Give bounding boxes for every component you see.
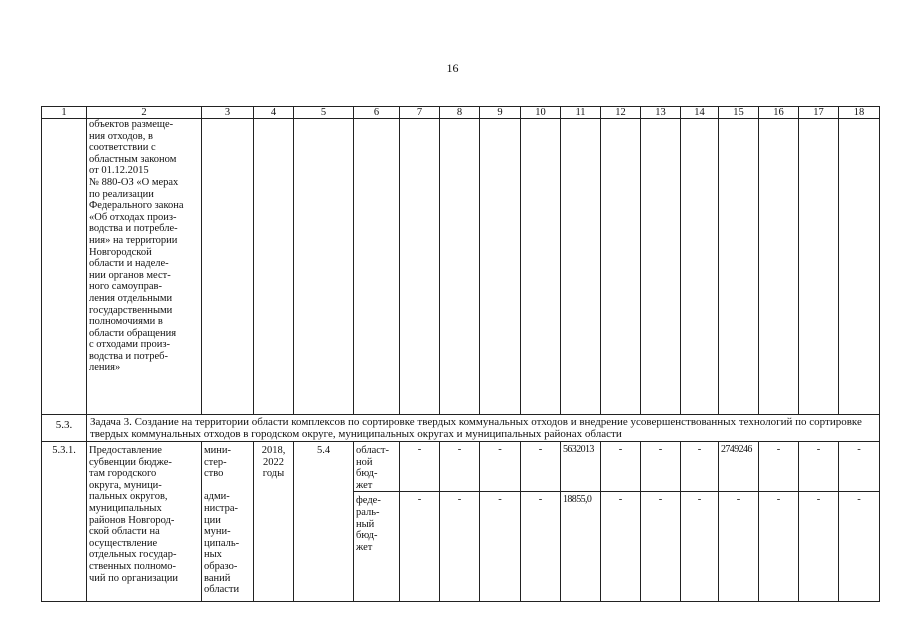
item-number: 5.3.1. [42,442,87,602]
empty-cell [561,119,601,415]
continuation-text: объектов размеще- ния отходов, в соответствии с областным законом от 01.12.2015 № 880-ОЗ «О мерах по реализации Федерального закона «Об отходах произ- водства и потребле- ния» на территории Новгородской области и наделе- нии органов мест- ного самоуправ- ления отдельными государственными полномочиями в области обращения с отходами произ- водства и потреб- ления» [87,119,202,415]
value-cell: - [521,442,561,492]
value-cell: - [799,492,839,602]
value-cell: - [440,442,480,492]
item-row-regional [42,442,880,492]
value-cell: - [480,442,521,492]
item-indicator: 5.4 [294,442,354,602]
item-executor: мини- стер- ство адми- нистра- ции муни- ципаль- ных образо- ваний области [202,442,254,602]
value-cell: - [839,442,880,492]
header-cell: 17 [799,107,839,119]
empty-cell [400,119,440,415]
header-cell: 10 [521,107,561,119]
value-cell: - [400,492,440,602]
header-cell: 5 [294,107,354,119]
funding-source: феде- раль- ный бюд- жет [354,492,400,602]
task-number: 5.3. [42,415,87,442]
value-cell: - [480,492,521,602]
value-cell: - [759,492,799,602]
value-cell: - [521,492,561,602]
empty-cell [601,119,641,415]
empty-cell [354,119,400,415]
header-row [42,107,880,119]
header-cell: 12 [601,107,641,119]
header-cell: 13 [641,107,681,119]
task-row [42,415,880,442]
header-cell: 16 [759,107,799,119]
item-years: 2018, 2022 годы [254,442,294,602]
header-cell: 9 [480,107,521,119]
page-number: 16 [446,61,459,75]
value-cell: 2749246 [719,442,759,492]
value-cell: - [601,492,641,602]
program-table [41,106,880,602]
header-cell: 2 [87,107,202,119]
empty-cell [799,119,839,415]
empty-cell [759,119,799,415]
header-cell: 7 [400,107,440,119]
value-cell: - [839,492,880,602]
header-cell: 18 [839,107,880,119]
header-cell: 8 [440,107,480,119]
value-cell: 18855,0 [561,492,601,602]
value-cell: - [601,442,641,492]
empty-cell [681,119,719,415]
value-cell: 5632013 [561,442,601,492]
header-cell: 3 [202,107,254,119]
empty-cell [641,119,681,415]
empty-cell [719,119,759,415]
header-cell: 11 [561,107,601,119]
task-text: Задача 3. Создание на территории области комплексов по сортировке твердых коммунальных отходов и внедрение усовершенствованных технологий по сортировке твердых коммунальных отходов в городском округе, муниципальных округах и муниципальных районах области [87,415,880,442]
value-cell: - [799,442,839,492]
empty-cell [480,119,521,415]
header-cell: 6 [354,107,400,119]
value-cell: - [681,492,719,602]
header-cell: 14 [681,107,719,119]
empty-cell [294,119,354,415]
value-cell: - [681,442,719,492]
value-cell: - [641,492,681,602]
funding-source: област- ной бюд- жет [354,442,400,492]
empty-cell [521,119,561,415]
value-cell: - [719,492,759,602]
value-cell: - [759,442,799,492]
header-cell: 15 [719,107,759,119]
value-cell: - [400,442,440,492]
header-cell: 1 [42,107,87,119]
empty-cell [202,119,254,415]
continuation-row [42,119,880,415]
value-cell: - [440,492,480,602]
value-cell: - [641,442,681,492]
empty-cell [440,119,480,415]
empty-cell [839,119,880,415]
empty-cell [254,119,294,415]
item-name: Предоставление субвенции бюдже- там городского округа, муници- пальных округов, муниципальных районов Новгород- ской области на осуществление отдельных государ- ственных полномо- чий по организации [87,442,202,602]
header-cell: 4 [254,107,294,119]
empty-cell [42,119,87,415]
